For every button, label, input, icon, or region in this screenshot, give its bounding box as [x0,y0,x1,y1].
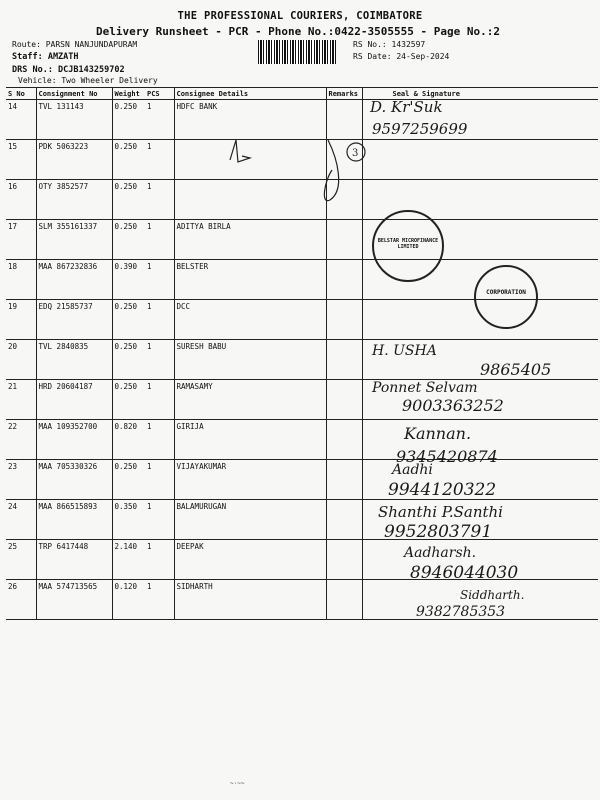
rs-date-text: RS Date: 24-Sep-2024 [353,52,450,61]
col-sno-header: S No [6,88,36,100]
cell-consignment: MAA 574713565 [36,580,112,620]
sig24-name: Shanthi P.Santhi [378,503,503,521]
cell-remarks [326,340,362,380]
cell-consignee: BELSTER [174,260,326,300]
cell-pcs: 1 [145,340,174,380]
signature-scribble-drawing [180,130,380,220]
cell-sno: 21 [6,380,36,420]
cell-pcs: 1 [145,140,174,180]
cell-consignee: SURESH BABU [174,340,326,380]
staff-text: Staff: AMZATH [12,52,79,62]
cell-consignment: MAA 109352700 [36,420,112,460]
cell-consignee: GIRIJA [174,420,326,460]
sig21-name: Ponnet Selvam [372,380,478,396]
drs-text: DRS No.: DCJB143259702 [12,65,125,75]
cell-consignee: HDFC BANK [174,100,326,140]
cell-sno: 25 [6,540,36,580]
sig24-phone: 9952803791 [384,522,493,542]
table-row [6,380,598,420]
sig14-name: D. Kr'Suk [370,98,443,116]
cell-consignment: MAA 866515893 [36,500,112,540]
cell-remarks [326,260,362,300]
cell-consignment: TVL 131143 [36,100,112,140]
cell-sno: 26 [6,580,36,620]
sig22-phone: 9345420874 [396,447,498,466]
seal-stamp-text: BELSTAR MICROFINANCE LIMITED [377,238,439,250]
cell-pcs: 1 [145,420,174,460]
cell-consignee: ADITYA BIRLA [174,220,326,260]
cell-consignee: DEEPAK [174,540,326,580]
cell-pcs: 1 [145,300,174,340]
cell-sno: 23 [6,460,36,500]
sig26-phone: 9382785353 [416,604,506,620]
barcode-image [258,40,336,64]
cell-remarks [326,540,362,580]
page-subtitle: Delivery Runsheet - PCR - Phone No.:0422-3505555 - Page No.:2 [96,25,500,38]
cell-consignee: VIJAYAKUMAR [174,460,326,500]
col-remarks-header: Remarks [326,88,362,100]
cell-sno: 20 [6,340,36,380]
col-consignee-header: Consignee Details [174,88,326,100]
cell-consignment: EDQ 21585737 [36,300,112,340]
table-row [6,420,598,460]
cell-remarks [326,420,362,460]
cell-sno: 19 [6,300,36,340]
table-header-row [6,88,598,100]
cell-consignment: TRP 6417448 [36,540,112,580]
sig21-phone: 9003363252 [402,396,504,415]
cell-weight: 0.250 [112,380,145,420]
col-pcs-header: PCS [145,88,174,100]
sig22-name: Kannan. [404,424,472,443]
cell-consignee: RAMASAMY [174,380,326,420]
sig23-phone: 9944120322 [388,480,497,500]
cell-consignee: DCC [174,300,326,340]
cell-pcs: 1 [145,540,174,580]
cell-remarks [326,380,362,420]
route-text: Route: PARSN NANJUNDAPURAM [12,40,138,49]
cell-pcs: 1 [145,260,174,300]
cell-remarks [326,220,362,260]
bottom-scribble-mark: ~·~~ [230,780,245,787]
cell-pcs: 1 [145,380,174,420]
cell-consignment: OTY 3852577 [36,180,112,220]
cell-pcs: 1 [145,220,174,260]
cell-weight: 0.820 [112,420,145,460]
cell-consignment: TVL 2840835 [36,340,112,380]
col-seal-header: Seal & Signature [362,88,598,100]
cell-weight: 0.250 [112,180,145,220]
cell-remarks [326,300,362,340]
cell-weight: 2.140 [112,540,145,580]
cell-remarks [326,460,362,500]
cell-pcs: 1 [145,180,174,220]
table-row [6,220,598,260]
cell-sno: 16 [6,180,36,220]
cell-sno: 24 [6,500,36,540]
cell-sno: 22 [6,420,36,460]
cell-sno: 14 [6,100,36,140]
sig23-name: Aadhi [392,462,433,478]
cell-weight: 0.390 [112,260,145,300]
cell-sno: 15 [6,140,36,180]
cell-weight: 0.250 [112,300,145,340]
sig20-phone: 9865405 [480,360,552,379]
cell-sno: 18 [6,260,36,300]
cell-weight: 0.250 [112,220,145,260]
corporation-stamp-text: CORPORATION [486,289,526,296]
cell-consignee: BALAMURUGAN [174,500,326,540]
cell-weight: 0.250 [112,460,145,500]
cell-weight: 0.250 [112,340,145,380]
cell-pcs: 1 [145,500,174,540]
cell-sno: 17 [6,220,36,260]
sig20-name: H. USHA [372,343,437,359]
corporation-stamp [474,265,538,329]
sig14-phone: 9597259699 [372,120,468,138]
cell-weight: 0.250 [112,140,145,180]
cell-consignment: SLM 355161337 [36,220,112,260]
svg-text:3: 3 [352,148,359,159]
table-row [6,500,598,540]
page-title: THE PROFESSIONAL COURIERS, COIMBATORE [177,10,423,22]
cell-remarks [326,500,362,540]
cell-pcs: 1 [145,100,174,140]
vehicle-text: Vehicle: Two Wheeler Delivery [18,76,158,85]
cell-pcs: 1 [145,460,174,500]
cell-remarks [326,580,362,620]
cell-weight: 0.350 [112,500,145,540]
sig26-name: Siddharth. [460,588,525,602]
table-row [6,460,598,500]
cell-weight: 0.120 [112,580,145,620]
seal-stamp [372,210,444,282]
cell-consignment: MAA 705330326 [36,460,112,500]
sig25-phone: 8946044030 [410,563,519,583]
cell-weight: 0.250 [112,100,145,140]
rs-no-text: RS No.: 1432597 [353,40,426,49]
cell-pcs: 1 [145,580,174,620]
cell-signature [362,140,598,180]
sig25-name: Aadharsh. [404,545,477,561]
cell-consignment: PDK 5063223 [36,140,112,180]
col-consignment-header: Consignment No [36,88,112,100]
cell-consignment: HRD 20604187 [36,380,112,420]
col-weight-header: Weight [112,88,145,100]
cell-consignee: SIDHARTH [174,580,326,620]
cell-consignment: MAA 867232836 [36,260,112,300]
